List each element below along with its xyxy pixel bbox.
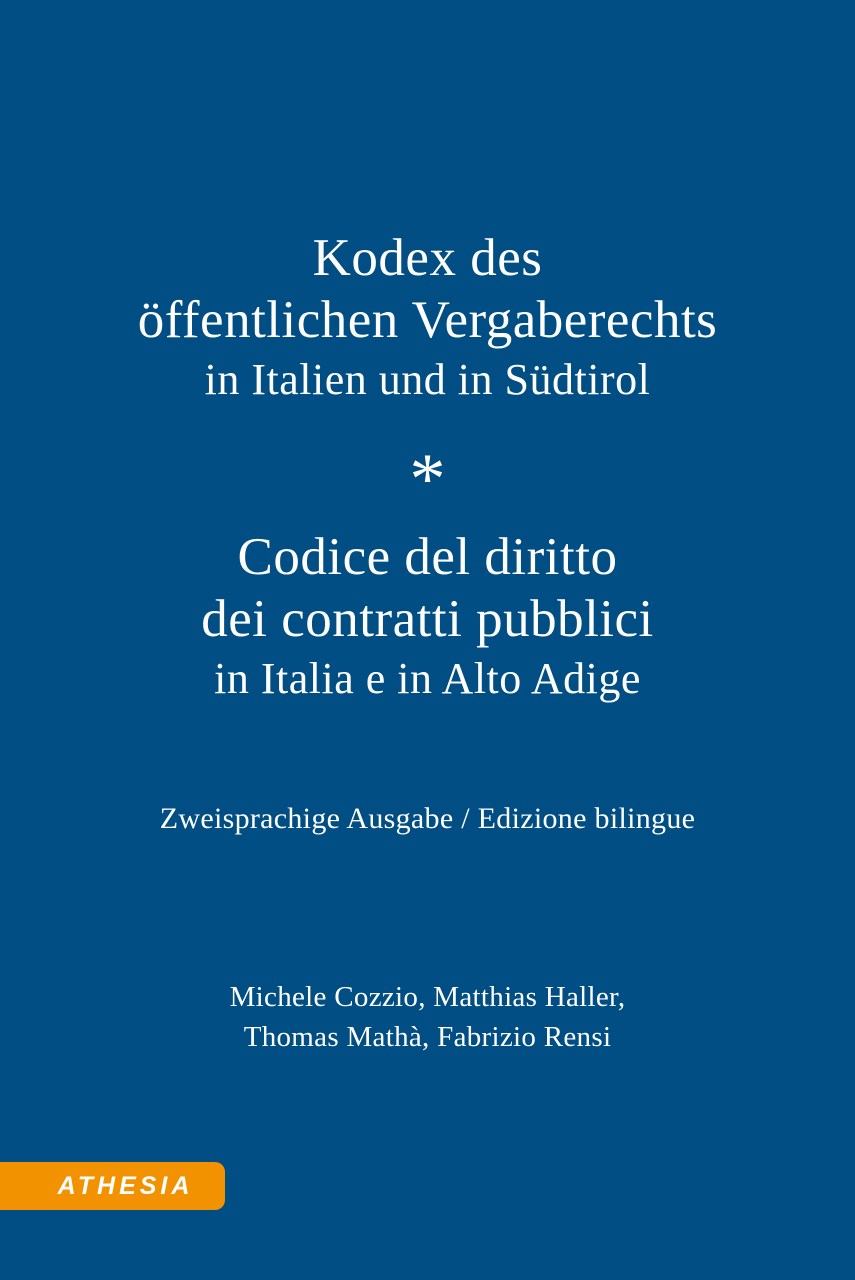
edition-note-text: Zweisprachige Ausgabe / Edizione bilingue (159, 802, 696, 835)
title-italian-line-3: in Italia e in Alto Adige (214, 654, 641, 703)
athesia-logo-text: ATHESIA (57, 1171, 194, 1200)
authors-line-2: Thomas Mathà, Fabrizio Rensi (243, 1021, 612, 1053)
title-italian (0, 526, 855, 708)
authors-line-1: Michele Cozzio, Matthias Haller, (229, 981, 626, 1013)
title-german-line-3: in Italien und in Südtirol (204, 355, 651, 404)
title-german-line-1: Kodex des (312, 229, 543, 287)
edition-note (0, 801, 855, 837)
athesia-publisher-logo (0, 1162, 225, 1210)
title-italian-line-2: dei contratti pubblici (201, 590, 654, 648)
title-german (0, 227, 855, 409)
authors (0, 977, 855, 1057)
title-italian-line-1: Codice del diritto (237, 528, 618, 586)
separator (0, 439, 855, 519)
asterisk-icon: * (409, 439, 446, 519)
title-german-line-2: öffentlichen Vergaberechts (137, 291, 718, 349)
